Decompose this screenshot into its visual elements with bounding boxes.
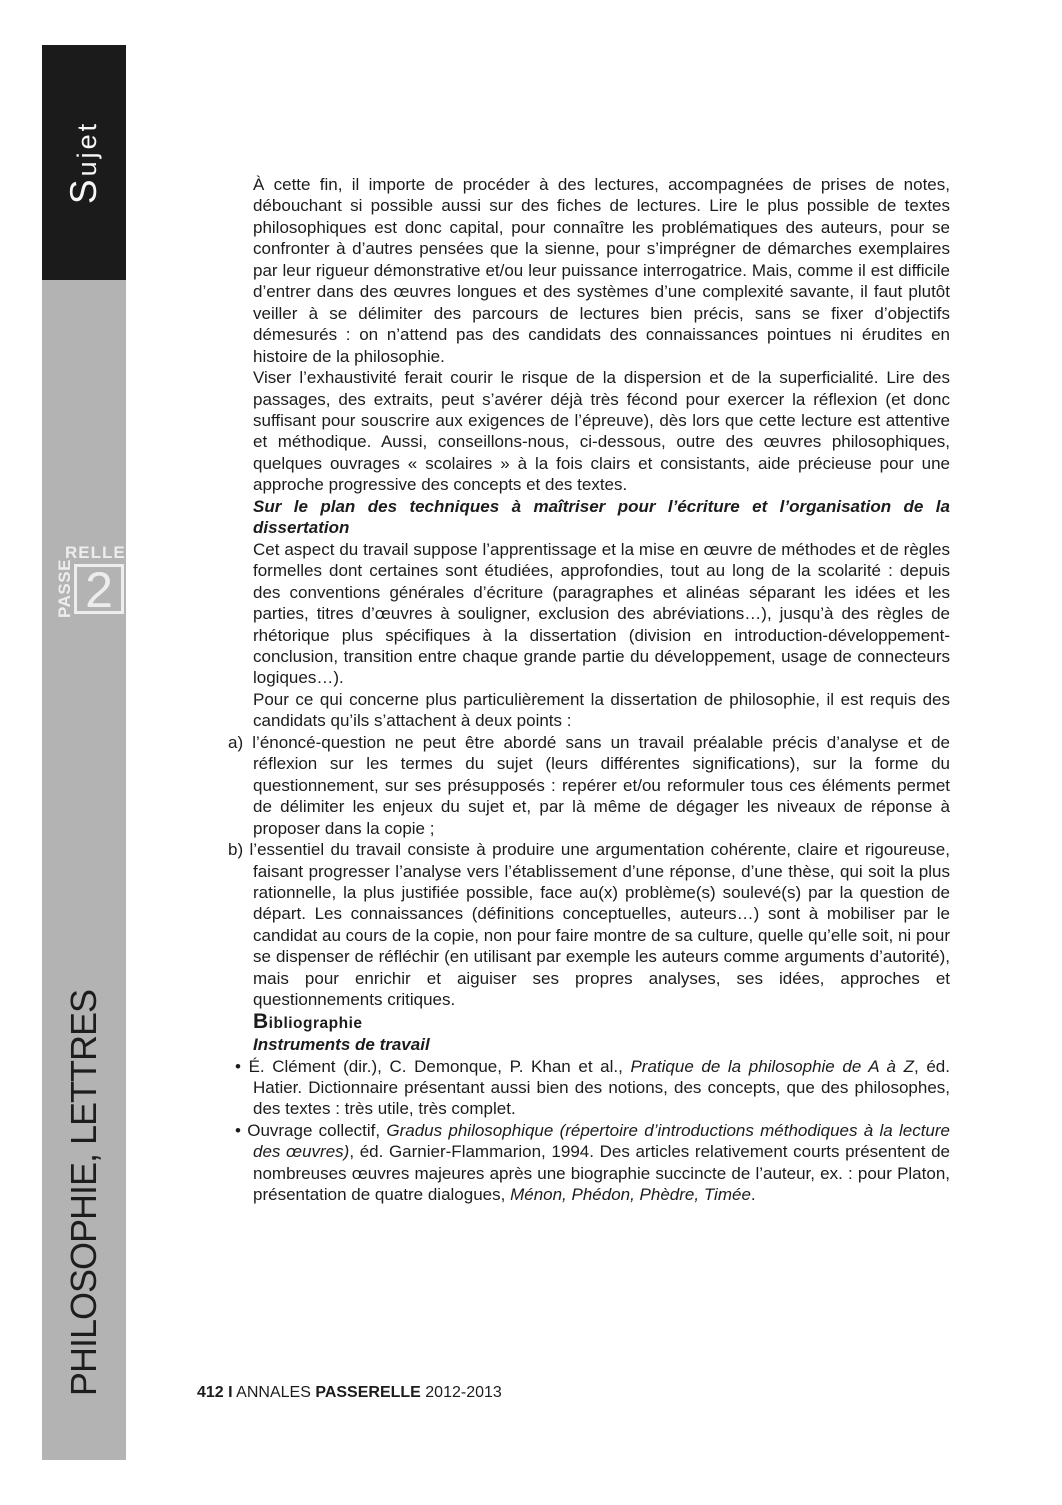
bullet-icon: • [235, 1120, 241, 1140]
list-item-a-marker: a) [228, 732, 244, 752]
list-item-b [228, 839, 950, 1011]
footer-page-number: 412 [197, 1384, 224, 1401]
list-item-a [228, 732, 950, 839]
footer-separator: I [228, 1384, 233, 1401]
section-heading-techniques: Sur le plan des techniques à maîtriser pour l’écriture et l’organisation de la dissertation [253, 496, 950, 538]
bib2-dialogues: Ménon, Phédon, Phèdre, Timée [510, 1185, 751, 1205]
logo-passe-column [56, 560, 72, 617]
logo-number-box [74, 564, 124, 614]
page-footer [197, 1384, 502, 1402]
footer-years: 2012-2013 [425, 1384, 502, 1401]
bullet-icon: • [235, 1056, 241, 1076]
sidebar-band [42, 280, 126, 1460]
sujet-tab-label: Sujet [63, 120, 105, 205]
bib1-authors: É. Clément (dir.), C. Demonque, P. Khan et al., [248, 1056, 631, 1076]
section-label-wrap [42, 983, 126, 1403]
bibliography-title: Bibliographie [253, 1009, 363, 1033]
list-item-b-marker: b) [228, 840, 244, 860]
paragraph-methods: Cet aspect du travail suppose l’apprentissage et la mise en œuvre de méthodes et de règles formelles dont certaines sont étudiées, approfondies, tout au long de la scolarité : depuis des conventions générales d’écriture (paragraphes et alinéas séparant les idées et les parties, titres d’œuvres à souligner, exclusion des abréviations…), jusqu’à des règles de rhétorique plus spécifiques à la dissertation (division en introduction-développement-conclusion, transition entre chaque grande partie du développement, usage de connecteurs logiques…). [253, 539, 950, 688]
footer-brand: PASSERELLE [315, 1384, 421, 1401]
logo-relle-text: RELLE [65, 543, 126, 562]
bib1-note: , éd. Hatier. Dictionnaire présentant aussi bien des notions, des concepts, que des philosophes, des textes : très utile, très complet. [253, 1056, 950, 1119]
list-item-a-text: l’énoncé-question ne peut être abordé sans un travail préalable précis d’analyse et de réflexion sur les termes du sujet (leurs différentes significations), sur la forme du questionnement, sur ses présupposés : repérer et/ou reformuler tous ces éléments permet de délimiter les enjeux du sujet et, par là même de dégager les niveaux de réponse à proposer dans la copie ; [252, 732, 950, 838]
passerelle-2-logo [54, 543, 126, 618]
bibliography-entry-2 [235, 1120, 950, 1206]
bib1-work-title: Pratique de la philosophie de A à Z [630, 1056, 915, 1076]
sujet-tab [42, 45, 126, 280]
paragraph-reading-advice: À cette fin, il importe de procéder à des lectures, accompagnées de prises de notes, débouchant si possible aussi sur des fiches de lectures. Lire le plus possible de textes philosophiques est donc capital, pour connaître les problématiques des auteurs, pour se confronter à d’autres pensées que la sienne, pour s’imprégner de démarches exemplaires par leur rigueur démonstrative et/ou leur puissance interrogatrice. Mais, comme il est difficile d’entrer dans des œuvres longues et des systèmes d’une complexité savante, il faut plutôt veiller à se délimiter des parcours de lectures bien précis, sans se fixer d’objectifs démesurés : on n’attend pas des candidats des connaissances pointues ni érudites en histoire de la philosophie. [253, 175, 950, 366]
section-label: PHILOSOPHIE, LETTRES [63, 989, 104, 1397]
bibliography-subtitle: Instruments de travail [253, 1035, 430, 1055]
bib2-work-title: Gradus philosophique (répertoire d’introductions méthodiques à la lecture des œuvres) [253, 1120, 950, 1162]
bib2-authors: Ouvrage collectif, [247, 1120, 387, 1140]
bib2-note: , éd. Garnier-Flammarion, 1994. Des articles relativement courts présentent de nombreuses œuvres majeures après une biographie succincte de l’auteur, ex. : pour Platon, présentation de quatre dialogues, [253, 1142, 950, 1205]
bibliography-entry-1 [235, 1056, 950, 1120]
paragraph-exhaustivity: Viser l’exhaustivité ferait courir le risque de la dispersion et de la superficialité. Lire des passages, des extraits, peut s’avérer déjà très fécond pour exercer la réflexion (et donc suffisant pour souscrire aux exigences de l’épreuve), dès lors que cette lecture est attentive et méthodique. Aussi, conseillons-nous, ci-dessous, outre des œuvres philosophiques, quelques ouvrages « scolaires » à la fois clairs et consistants, aide précieuse pour une approche progressive des concepts et des textes. [253, 368, 950, 495]
logo-passe-text: PASSE [54, 559, 74, 618]
paragraph-two-points-intro: Pour ce qui concerne plus particulièrement la dissertation de philosophie, il est requis des candidats qu’ils s’attachent à deux points : [253, 689, 950, 731]
footer-series: ANNALES [236, 1384, 311, 1401]
logo-number: 2 [85, 564, 113, 614]
list-item-b-text: l’essentiel du travail consiste à produire une argumentation cohérente, claire et rigoureuse, faisant progresser l’analyse vers l’établissement d’une réponse, d’une thèse, qui soit la plus rationnelle, la plus justifiée possible, face au(x) problème(s) soulevé(s) par la question de départ. Les connaissances (définitions conceptuelles, auteurs…) sont à mobiliser par le candidat au cours de la copie, non pour faire montre de sa culture, quelle qu’elle soit, ni pour se dispenser de réfléchir (en utilisant par exemple les auteurs comme arguments d’autorité), mais pour enrichir et aiguiser ses propres analyses, ses idées, approches et questionnements critiques. [249, 840, 950, 1010]
main-text-column [228, 174, 950, 1206]
bib2-end: . [750, 1185, 756, 1205]
